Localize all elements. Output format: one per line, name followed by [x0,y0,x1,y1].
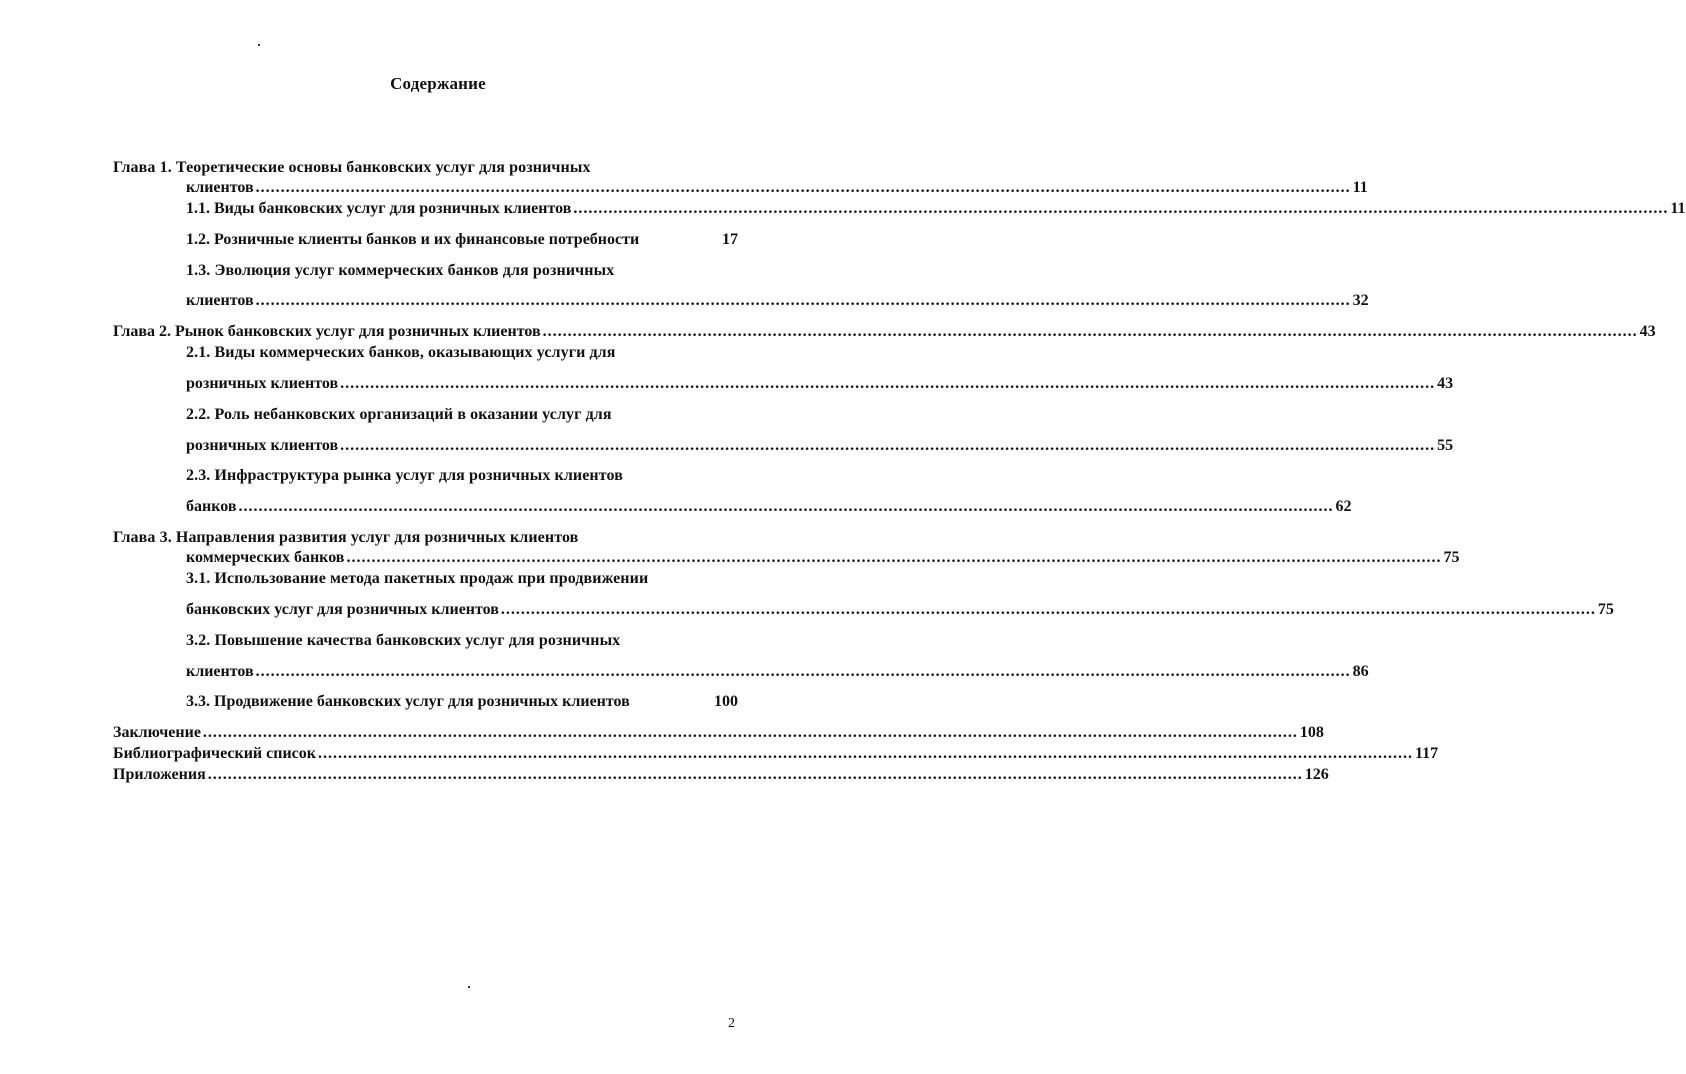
toc-section-2-2-line [186,405,612,425]
section-number: 2.2. [186,406,211,423]
section-title: Инфраструктура рынка услуг для розничных клиентов [214,467,623,484]
section-number: 2.3. [186,467,211,484]
toc-section-3-1-line [186,569,648,589]
section-entry [186,692,630,712]
page-title: Содержание [390,74,486,93]
dot-leader: ........................................................................................................................................................................................................................... [255,663,1351,680]
section-title: Виды банковских услуг для розничных клиентов [214,200,572,217]
dot-leader: ........................................................................................................................................................................................................................... [317,745,1413,762]
dot-leader: ........................................................................................................................................................................................................................... [340,437,1436,454]
toc-section-3-3 [186,692,738,712]
chapter-entry [113,322,541,342]
dot-leader: ........................................................................................................................................................................................................................... [202,724,1298,741]
section-entry [186,199,571,219]
dot-leader: ........................................................................................................................................................................................................................... [346,549,1442,566]
section-title: Виды коммерческих банков, оказывающих услуги для [214,344,616,361]
dot-leader: ........................................................................................................................................................................................................................... [542,323,1638,340]
section-title-continued: клиентов [186,292,254,309]
toc-chapter-3-leader [186,548,1460,568]
toc-chapter-3-line [113,528,578,548]
section-title-continued: клиентов [186,663,254,680]
toc-section-2-3-line [186,466,623,486]
section-title-continued: банков [186,498,237,515]
toc-section-3-2-leader [186,662,1369,682]
dot-leader: ........................................................................................................................................................................................................................... [573,200,1669,217]
toc-chapter-1-leader [186,178,1368,198]
section-title: Роль небанковских организаций в оказании услуг для [214,406,612,423]
entry-title: Заключение [113,724,201,741]
section-title-continued: розничных клиентов [186,437,339,454]
toc-section-1-3-leader [186,291,1369,311]
section-number: 1.2. [186,231,210,248]
toc-section-1-1 [186,199,1686,219]
chapter-label: Глава 3. [113,529,172,546]
chapter-title-continued: клиентов [186,179,254,196]
page-ref: 43 [1437,375,1454,392]
page-ref: 75 [1597,601,1614,618]
toc-section-2-2-leader [186,436,1454,456]
toc-bibliography [113,744,1439,764]
section-entry [186,230,639,250]
chapter-title: Направления развития услуг для розничных клиентов [175,529,579,546]
section-title: Розничные клиенты банков и их финансовые потребности [214,231,640,248]
chapter-title-continued: коммерческих банков [186,549,345,566]
scan-speck [258,44,260,46]
dot-leader: ........................................................................................................................................................................................................................... [255,179,1351,196]
page-ref: 43 [1639,323,1656,340]
page-ref: 108 [1299,724,1324,741]
toc-section-2-3-leader [186,497,1352,517]
dot-leader: ........................................................................................................................................................................................................................... [340,375,1436,392]
dot-leader: ........................................................................................................................................................................................................................... [238,498,1334,515]
page-ref: 117 [1414,745,1439,762]
section-title: Использование метода пакетных продаж при продвижении [214,570,649,587]
toc-section-3-1-leader [186,600,1614,620]
page-ref: 11 [1352,179,1368,196]
page-ref: 62 [1335,498,1352,515]
toc-section-3-2-line [186,631,620,651]
section-number: 1.3. [186,262,211,279]
chapter-title: Теоретические основы банковских услуг для розничных [175,159,591,176]
page-ref: 11 [1670,200,1686,217]
scan-speck [468,986,470,988]
entry-title: Приложения [113,766,206,783]
dot-leader: ........................................................................................................................................................................................................................... [500,601,1596,618]
toc-chapter-2 [113,322,1656,342]
section-title-continued: розничных клиентов [186,375,339,392]
page-ref: 86 [1352,663,1369,680]
section-number: 3.1. [186,570,211,587]
entry-title: Библиографический список [113,745,316,762]
dot-leader: ........................................................................................................................................................................................................................... [255,292,1351,309]
page-ref: 100 [714,693,738,710]
section-title: Эволюция услуг коммерческих банков для розничных [214,262,615,279]
section-number: 2.1. [186,344,211,361]
toc-conclusion [113,723,1324,743]
chapter-title: Рынок банковских услуг для розничных клиентов [175,323,541,340]
section-number: 3.3. [186,693,210,710]
toc-section-1-3-line [186,261,614,281]
page-ref: 17 [722,231,738,248]
toc-section-1-2 [186,230,738,250]
toc-section-2-1-leader [186,374,1454,394]
section-title-continued: банковских услуг для розничных клиентов [186,601,499,618]
page-ref: 75 [1443,549,1460,566]
toc-appendices [113,765,1329,785]
page-ref: 32 [1352,292,1369,309]
page-number: 2 [728,1016,735,1031]
section-number: 3.2. [186,632,211,649]
chapter-label: Глава 2. [113,323,171,340]
section-number: 1.1. [186,200,210,217]
page-ref: 55 [1437,437,1454,454]
chapter-label: Глава 1. [113,159,172,176]
page-ref: 126 [1304,766,1329,783]
section-title: Повышение качества банковских услуг для розничных [214,632,621,649]
toc-chapter-1-line [113,158,591,178]
dot-leader: ........................................................................................................................................................................................................................... [207,766,1303,783]
toc-section-2-1-line [186,343,616,363]
section-title: Продвижение банковских услуг для розничных клиентов [214,693,630,710]
